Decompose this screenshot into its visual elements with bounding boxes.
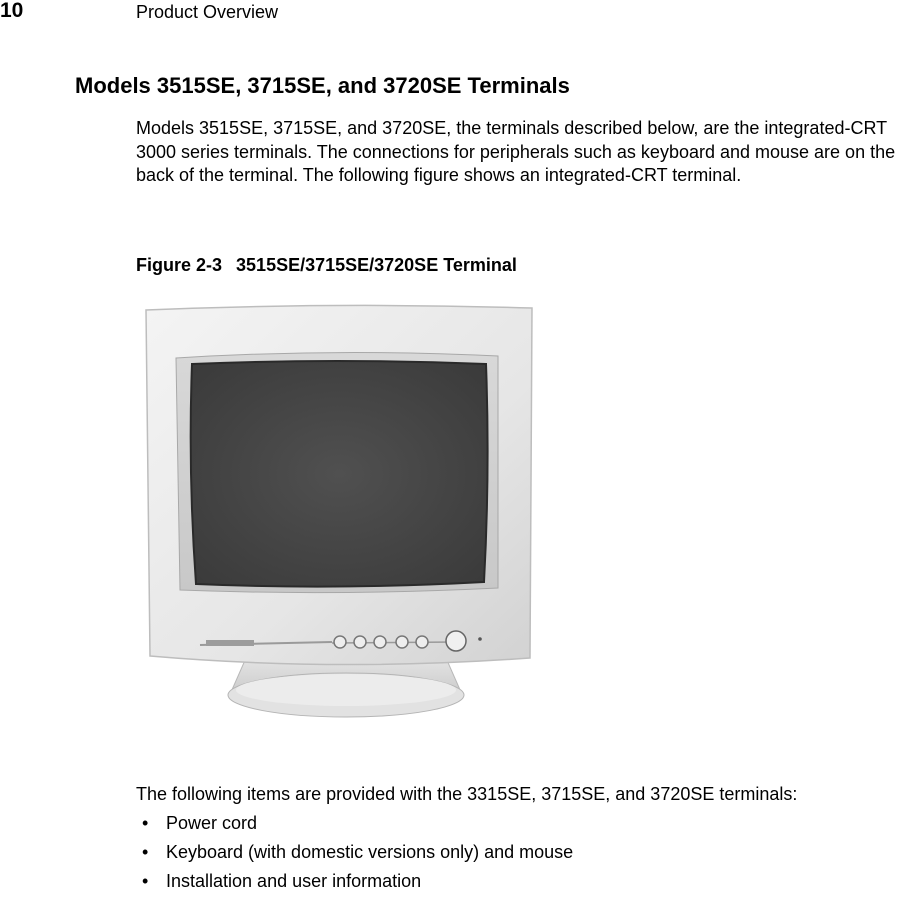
bullet-icon: • (142, 842, 149, 862)
list-item: • Installation and user information (142, 871, 422, 891)
control-button-5 (416, 636, 428, 648)
crt-screen (191, 361, 488, 587)
figure-title: 3515SE/3715SE/3720SE Terminal (236, 255, 517, 275)
bullet-icon: • (142, 871, 149, 891)
intro-paragraph: Models 3515SE, 3715SE, and 3720SE, the terminals described below, are the integrated-CRT 3000 series terminals. The connections for peripherals such as keyboard and mouse are on the back of the terminal. The following figure shows an integrated-CRT terminal. (136, 118, 896, 185)
figure-number: Figure 2-3 (136, 255, 223, 275)
power-led (478, 637, 482, 641)
provided-items-list (136, 812, 573, 899)
control-button-2 (354, 636, 366, 648)
monitor-stand (228, 658, 464, 717)
crt-terminal-image (136, 300, 536, 725)
figure-caption (136, 254, 517, 276)
bullet-icon: • (142, 813, 149, 833)
control-button-4 (396, 636, 408, 648)
page-number: 10 (0, 0, 24, 22)
terminal-figure (136, 300, 536, 725)
power-button (446, 631, 466, 651)
control-button-1 (334, 636, 346, 648)
control-button-3 (374, 636, 386, 648)
list-item: • Keyboard (with domestic versions only) and mouse (142, 842, 574, 862)
model-label-plate (206, 640, 254, 646)
list-item: • Power cord (142, 813, 258, 833)
section-heading: Models 3515SE, 3715SE, and 3720SE Terminals (75, 73, 570, 98)
items-intro: The following items are provided with the 3315SE, 3715SE, and 3720SE terminals: (136, 784, 798, 804)
running-head: Product Overview (136, 2, 279, 22)
